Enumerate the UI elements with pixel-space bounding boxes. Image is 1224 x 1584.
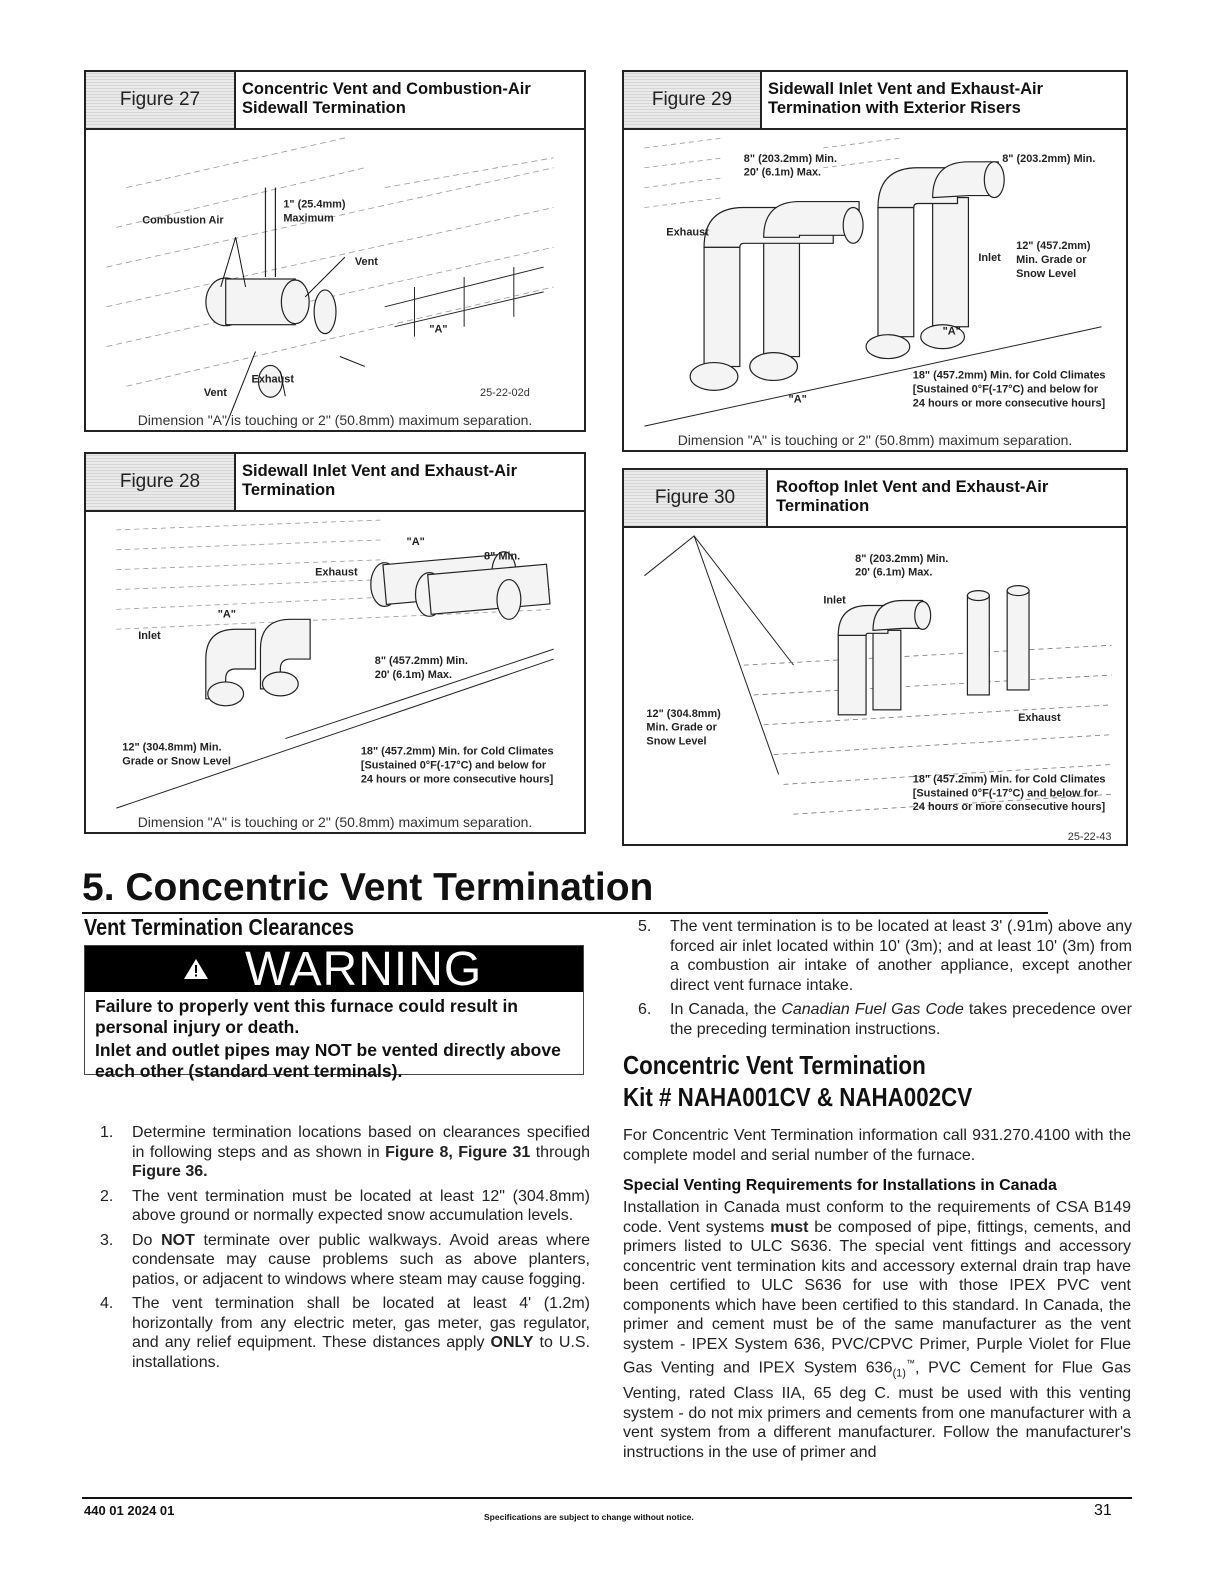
figure-code: 25-22-43 bbox=[1067, 831, 1112, 844]
figure-illustration bbox=[86, 510, 584, 832]
section-title: 5. Concentric Vent Termination bbox=[82, 866, 654, 909]
page-number: 31 bbox=[1094, 1502, 1112, 1519]
clearance-steps-right bbox=[622, 917, 1132, 1044]
subhead-clearances: Vent Termination Clearances bbox=[84, 914, 355, 940]
figure-header bbox=[624, 470, 1126, 528]
figure-caption: Dimension "A" is touching or 2" (50.8mm) maximum separation. bbox=[137, 412, 533, 428]
item-text: In Canada, the bbox=[670, 1001, 782, 1018]
emphasis: NOT bbox=[161, 1231, 195, 1249]
item-text: to U.S. installations. bbox=[132, 1334, 590, 1371]
figure-30 bbox=[622, 468, 1128, 846]
exhaust-pipes bbox=[371, 552, 550, 620]
warning-text-1: Failure to properly vent this furnace could result in personal injury or death. bbox=[95, 996, 518, 1037]
rooftop-vent-drawing bbox=[624, 526, 1126, 844]
label-exhaust: Exhaust bbox=[666, 226, 709, 239]
trademark: ™ bbox=[905, 1358, 915, 1368]
figure-illustration bbox=[86, 128, 584, 430]
wall-lines bbox=[107, 138, 554, 386]
figure-ref: Figure 8, Figure 31 bbox=[385, 1143, 531, 1161]
inlet-pipes bbox=[206, 619, 310, 705]
label-cold-1: 18" (457.2mm) Min. for Cold Climates bbox=[912, 773, 1106, 786]
emphasis: ONLY bbox=[490, 1334, 534, 1351]
label-cold-1: 18" (457.2mm) Min. for Cold Climates bbox=[360, 745, 554, 758]
label-vent: Vent bbox=[354, 256, 378, 269]
code-name: Canadian Fuel Gas Code bbox=[781, 1001, 964, 1018]
label-max-20: 20' (6.1m) Max. bbox=[743, 166, 822, 179]
concentric-vent-drawing bbox=[86, 128, 584, 430]
label-dim-a-bottom: "A" bbox=[788, 393, 807, 406]
label-exhaust: Exhaust bbox=[1018, 711, 1061, 724]
paragraph-text: , PVC Cement for Flue Gas Venting, rated Class IIA, 65 deg C. must be used with this venting system - do not mix primers and cements from one manufacturer with a vent system from a different manufacturer. Follow the manufacturer's instructions in the use of primer and bbox=[623, 1359, 1131, 1461]
item-number: 4. bbox=[100, 1295, 114, 1312]
list-item bbox=[622, 917, 1132, 995]
sidewall-vent-drawing bbox=[86, 510, 584, 832]
list-item bbox=[84, 1123, 590, 1182]
label-grade-1: 12" (457.2mm) bbox=[1016, 240, 1091, 253]
paragraph-text: Installation in Canada must conform to the requirements of CSA B149 code. Vent systems bbox=[623, 1199, 1131, 1236]
figure-title: Concentric Vent and Combustion-Air Sidewall Termination bbox=[242, 80, 531, 117]
item-number: 2. bbox=[100, 1187, 114, 1205]
label-grade-2: Min. Grade or bbox=[1016, 254, 1087, 267]
item-text: The vent termination must be located at least 12" (304.8mm) above ground or normally expected snow accumulation levels. bbox=[132, 1187, 590, 1224]
label-dim-a-top: "A" bbox=[406, 535, 425, 548]
item-text: takes precedence over the preceding termination instructions. bbox=[670, 1001, 1132, 1038]
label-grade-3: Snow Level bbox=[1016, 268, 1077, 281]
figure-tag: Figure 27 bbox=[86, 72, 236, 128]
brick-face bbox=[385, 267, 544, 337]
item-number: 5. bbox=[638, 918, 652, 935]
item-text: terminate over public walkways. Avoid areas where condensate may cause problems such as above planters, patios, or adjacent to windows where steam may cause fogging. bbox=[132, 1231, 590, 1288]
figure-illustration bbox=[624, 526, 1126, 844]
label-dim-a: "A" bbox=[429, 323, 448, 336]
exhaust-pipes bbox=[967, 586, 1029, 695]
figure-tag: Figure 30 bbox=[624, 470, 768, 526]
doc-number: 440 01 2024 01 bbox=[84, 1503, 175, 1518]
label-8-min: 8" Min. bbox=[484, 550, 521, 563]
label-min-457: 8" (457.2mm) Min. bbox=[374, 655, 468, 668]
kit-heading-1: Concentric Vent Termination bbox=[623, 1050, 926, 1080]
label-inlet: Inlet bbox=[823, 594, 846, 607]
label-dim-a-left: "A" bbox=[217, 608, 236, 621]
label-gap: 1" (25.4mm) bbox=[283, 198, 346, 211]
item-number: 6. bbox=[638, 1001, 652, 1018]
list-item bbox=[622, 1000, 1132, 1039]
warning-bar bbox=[85, 943, 583, 996]
label-grade-2: Grade or Snow Level bbox=[122, 755, 231, 768]
item-number: 1. bbox=[100, 1124, 114, 1141]
figure-header bbox=[86, 72, 584, 130]
label-max-20: 20' (6.1m) Max. bbox=[855, 566, 933, 579]
emphasis: must bbox=[770, 1218, 809, 1236]
figure-code: 25-22-02d bbox=[480, 387, 530, 400]
warning-icon bbox=[183, 958, 209, 980]
warning-text-2: Inlet and outlet pipes may NOT be vented directly above each other (standard vent terminals). bbox=[95, 1040, 561, 1081]
label-exhaust: Exhaust bbox=[315, 566, 358, 579]
subscript: (1) bbox=[892, 1367, 906, 1380]
inlet-pipes bbox=[838, 601, 930, 715]
canada-text bbox=[623, 1198, 1131, 1462]
label-cold-3: 24 hours or more consecutive hours] bbox=[912, 801, 1106, 814]
list-item bbox=[84, 1294, 590, 1372]
label-exhaust: Exhaust bbox=[251, 373, 294, 386]
label-grade-3: Snow Level bbox=[646, 735, 707, 748]
list-item bbox=[84, 1231, 590, 1290]
label-inlet: Inlet bbox=[138, 630, 161, 643]
footer-rule bbox=[82, 1497, 1132, 1499]
label-grade-1: 12" (304.8mm) Min. bbox=[122, 741, 222, 754]
warning-word: WARNING bbox=[245, 943, 483, 996]
figure-27 bbox=[84, 70, 586, 432]
label-inlet: Inlet bbox=[978, 252, 1001, 265]
paragraph-text: be composed of pipe, fittings, cements, and primers listed to ULC S636. The special vent fittings and accessory concentric vent termination kits and accessory external drain trap have been certified to ULC S636 for use with those IPEX PVC vent components which have been certified to this standard. In Canada, the primer and cement must be of the same manufacturer as the vent system - IPEX System 636, PVC/CPVC Primer, Purple Violet for Flue Gas Venting and IPEX System 636 bbox=[623, 1218, 1131, 1377]
figure-ref: Figure 36. bbox=[132, 1163, 208, 1180]
figure-tag: Figure 28 bbox=[86, 454, 236, 510]
label-max-20: 20' (6.1m) Max. bbox=[374, 668, 453, 681]
label-cold-3: 24 hours or more consecutive hours] bbox=[360, 773, 554, 786]
figure-title: Sidewall Inlet Vent and Exhaust-Air Termination with Exterior Risers bbox=[768, 80, 1044, 117]
clearance-steps-left bbox=[84, 1123, 590, 1377]
figure-28 bbox=[84, 452, 586, 834]
figure-29 bbox=[622, 70, 1128, 452]
figure-caption: Dimension "A" is touching or 2" (50.8mm) maximum separation. bbox=[137, 814, 533, 830]
riser-pipes bbox=[690, 162, 1004, 391]
item-text: through bbox=[530, 1143, 590, 1161]
kit-info-text: For Concentric Vent Termination information call 931.270.4100 with the complete model and serial number of the furnace. bbox=[623, 1127, 1131, 1164]
exterior-risers-drawing bbox=[624, 128, 1126, 450]
label-cold-2: [Sustained 0°F(-17°C) and below for bbox=[912, 787, 1099, 800]
figure-caption: Dimension "A" is touching or 2" (50.8mm) maximum separation. bbox=[677, 432, 1073, 448]
figure-title: Rooftop Inlet Vent and Exhaust-Air Termination bbox=[776, 478, 1049, 515]
label-combustion-air: Combustion Air bbox=[142, 214, 224, 227]
item-text: Determine termination locations based on clearances specified in following steps and as shown in bbox=[132, 1124, 590, 1161]
item-text: The vent termination shall be located at least 4' (1.2m) horizontally from any electric meter, gas meter, gas regulator, and any relief equipment. These distances apply bbox=[132, 1295, 590, 1351]
item-number: 3. bbox=[100, 1231, 114, 1249]
figure-tag: Figure 29 bbox=[624, 72, 762, 128]
canada-heading: Special Venting Requirements for Installations in Canada bbox=[623, 1177, 1057, 1194]
list-item bbox=[84, 1187, 590, 1226]
figure-header bbox=[624, 72, 1126, 130]
warning-box bbox=[84, 943, 584, 1081]
figure-header bbox=[86, 454, 584, 512]
label-vent-bottom: Vent bbox=[203, 387, 227, 400]
label-dim-a-right: "A" bbox=[942, 325, 961, 338]
item-text: The vent termination is to be located at least 3' (.91m) above any forced air inlet located within 10' (3m); and at least 10' (3m) from a combustion air intake of another appliance, except another direct vent furnace intake. bbox=[670, 918, 1132, 994]
label-cold-1: 18" (457.2mm) Min. for Cold Climates bbox=[912, 369, 1106, 382]
kit-heading-2: Kit # NAHA001CV & NAHA002CV bbox=[623, 1082, 973, 1112]
label-min-203: 8" (203.2mm) Min. bbox=[855, 552, 949, 565]
figure-illustration bbox=[624, 128, 1126, 450]
label-cold-2: [Sustained 0°F(-17°C) and below for bbox=[360, 759, 547, 772]
label-grade-2: Min. Grade or bbox=[646, 721, 717, 734]
label-cold-3: 24 hours or more consecutive hours] bbox=[912, 397, 1106, 410]
figure-title: Sidewall Inlet Vent and Exhaust-Air Termination bbox=[242, 462, 518, 499]
footer-notice: Specifications are subject to change without notice. bbox=[484, 1512, 694, 1522]
label-min-203: 8" (203.2mm) Min. bbox=[743, 152, 838, 165]
label-grade-1: 12" (304.8mm) bbox=[646, 707, 721, 720]
label-cold-2: [Sustained 0°F(-17°C) and below for bbox=[912, 383, 1099, 396]
label-gap-max: Maximum bbox=[283, 212, 334, 225]
label-min-right: 8" (203.2mm) Min. bbox=[1002, 152, 1096, 165]
item-text: Do bbox=[132, 1231, 162, 1249]
